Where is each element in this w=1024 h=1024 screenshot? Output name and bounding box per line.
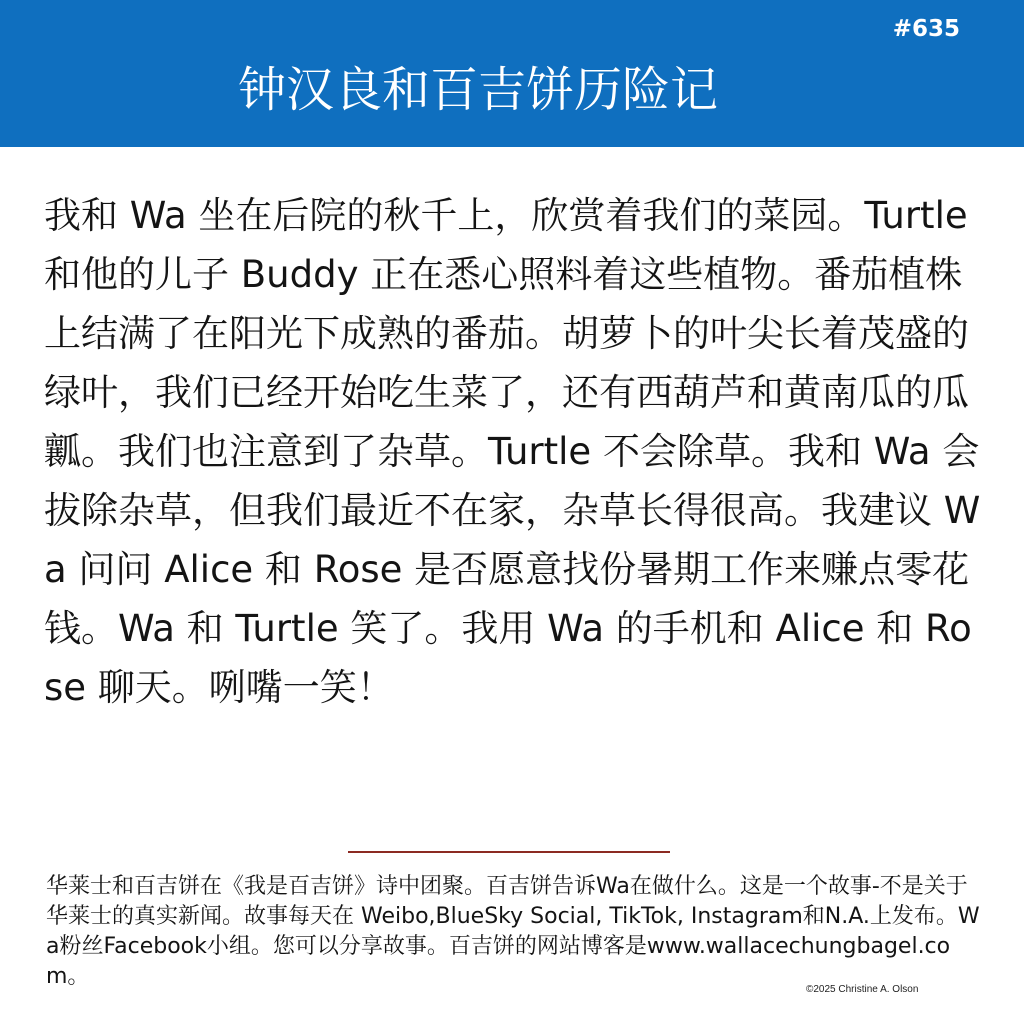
page-title: 钟汉良和百吉饼历险记 bbox=[237, 62, 718, 118]
title-banner bbox=[0, 0, 1024, 147]
copyright-text: ©2025 Christine A. Olson bbox=[806, 984, 919, 995]
episode-number: #635 bbox=[892, 16, 960, 42]
footer-note: 华莱士和百吉饼在《我是百吉饼》诗中团聚。百吉饼告诉Wa在做什么。这是一个故事-不是关于华莱士的真实新闻。故事每天在 Weibo,BlueSky Social, TikTok, Instagram和N.A.上发布。Wa粉丝Facebook小组。您可以分享故事。百吉饼的网站博客是www.wallacechungbagel.com。 bbox=[46, 874, 980, 989]
story-text: 我和 Wa 坐在后院的秋千上，欣赏着我们的菜园。Turtle 和他的儿子 Buddy 正在悉心照料着这些植物。番茄植株上结满了在阳光下成熟的番茄。胡萝卜的叶尖长着茂盛的绿叶，我们已经开始吃生菜了，还有西葫芦和黄南瓜的瓜瓤。我们也注意到了杂草。Turtle 不会除草。我和 Wa 会拔除杂草，但我们最近不在家，杂草长得很高。我建议 Wa 问问 Alice 和 Rose 是否愿意找份暑期工作来赚点零花钱。Wa 和 Turtle 笑了。我用 Wa 的手机和 Alice 和 Rose 聊天。咧嘴一笑！ bbox=[44, 194, 981, 709]
divider bbox=[348, 851, 670, 853]
